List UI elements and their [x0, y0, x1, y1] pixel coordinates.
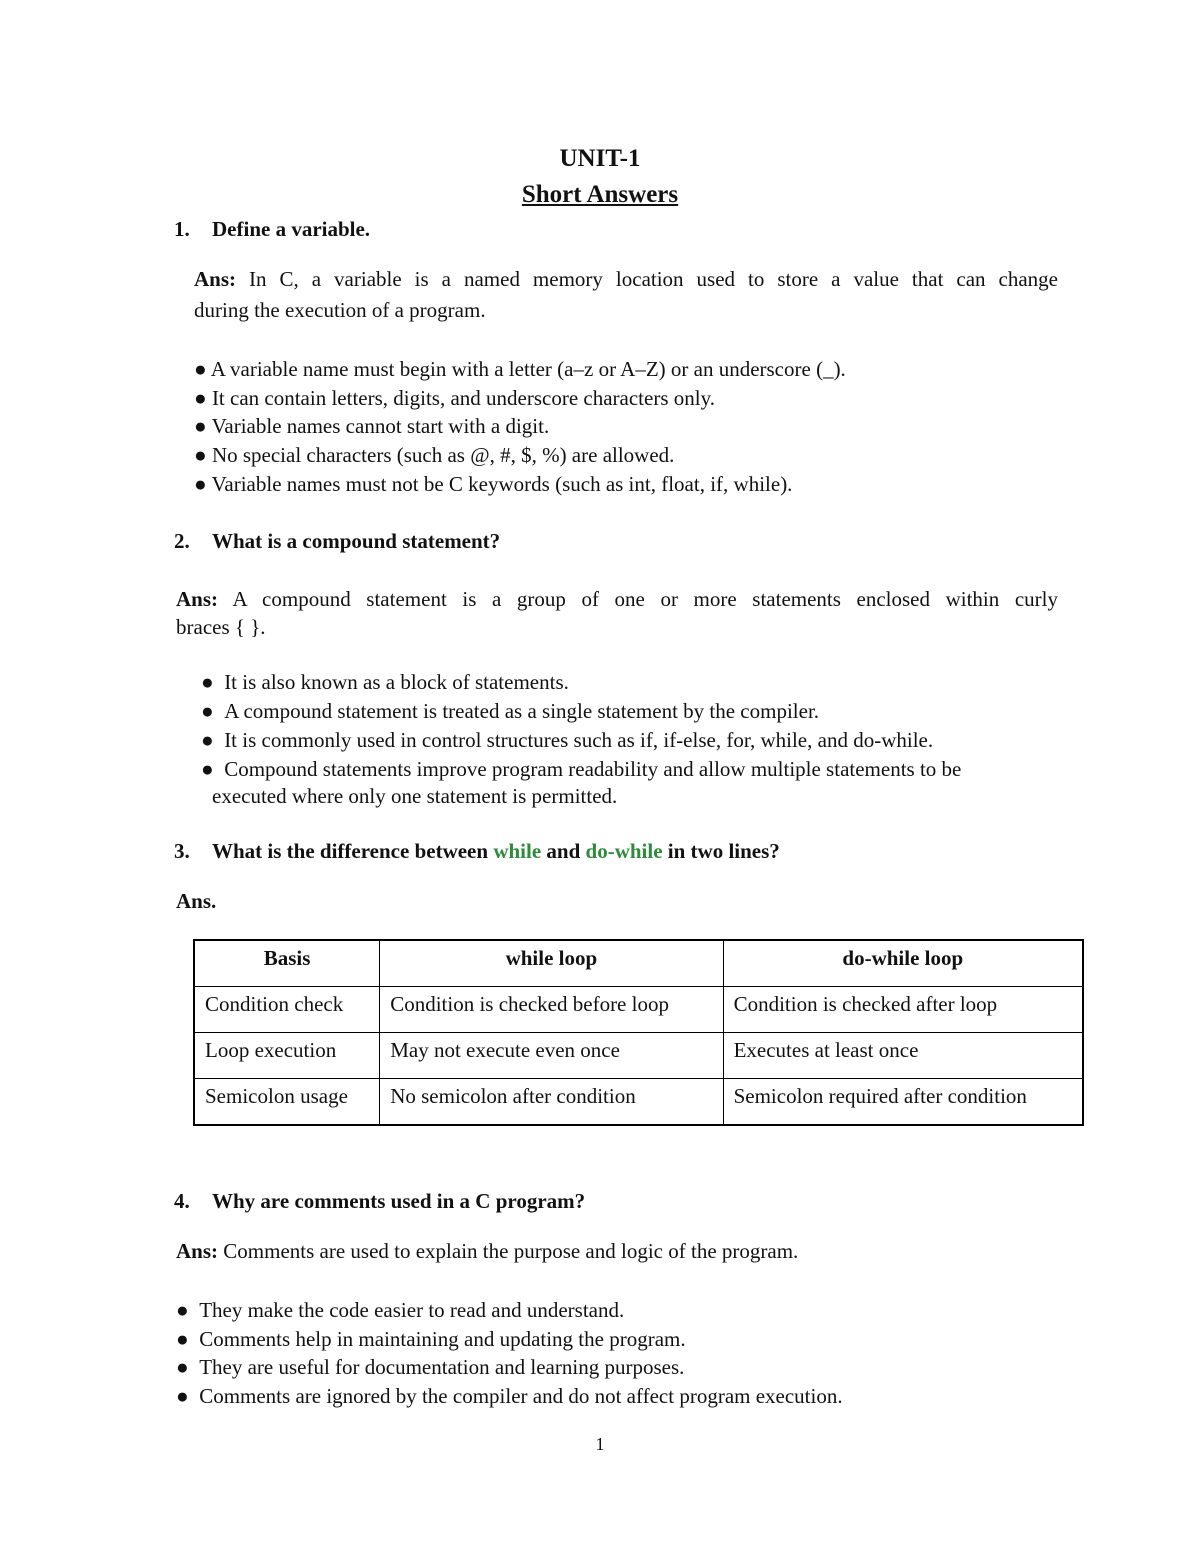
keyword-while: while: [493, 839, 542, 863]
bullet-icon: ●: [201, 670, 214, 694]
answer-1-line-2: during the execution of a program.: [194, 298, 486, 322]
answer-2-line-1: [176, 584, 1058, 615]
answer-text: In C, a variable is a named memory location used to store a value that can change: [249, 267, 1059, 291]
bullet-icon: ●: [176, 1298, 189, 1322]
bullet-icon: ●: [201, 757, 214, 781]
table-cell: No semicolon after condition: [380, 1079, 723, 1126]
bullet-icon: ●: [176, 1327, 189, 1351]
answer-4: [176, 1236, 798, 1267]
table-cell: Executes at least once: [723, 1033, 1083, 1079]
question-number: 1.: [174, 217, 190, 241]
bullet-icon: ●: [194, 386, 207, 410]
table-row: [194, 1079, 1083, 1126]
table-cell: Condition is checked after loop: [723, 987, 1083, 1033]
question-number: 4.: [174, 1189, 190, 1213]
list-item: ● Comments help in maintaining and updating the program.: [176, 1327, 686, 1351]
ans-label: Ans:: [176, 1239, 219, 1263]
table-cell: Semicolon usage: [194, 1079, 380, 1126]
bullet-icon: ●: [194, 472, 207, 496]
section-title: Short Answers: [521, 181, 679, 208]
table-cell: Semicolon required after condition: [723, 1079, 1083, 1126]
list-item: ● No special characters (such as @, #, $, %) are allowed.: [194, 443, 675, 467]
table-header: Basis: [194, 940, 380, 987]
list-item: ● Compound statements improve program readability and allow multiple statements to be: [201, 757, 962, 781]
table-header: while loop: [380, 940, 723, 987]
bullet-icon: ●: [201, 728, 214, 752]
question-text: Define a variable.: [212, 217, 371, 241]
ans-label: Ans:: [194, 267, 237, 291]
bullet-icon: ●: [201, 699, 214, 723]
question-2: [174, 526, 500, 556]
question-4: [174, 1186, 585, 1216]
question-number: 3.: [174, 839, 190, 863]
question-1: [174, 214, 370, 244]
ans-label: Ans.: [176, 889, 217, 913]
table-row: [194, 987, 1083, 1033]
table-header: do-while loop: [723, 940, 1083, 987]
table-row: [194, 1033, 1083, 1079]
answer-1-line-1: [194, 264, 1058, 295]
ans-label: Ans:: [176, 587, 219, 611]
list-item: ● It is commonly used in control structures such as if, if-else, for, while, and do-while.: [201, 728, 934, 752]
keyword-do-while: do-while: [585, 839, 663, 863]
unit-title: UNIT-1: [559, 145, 641, 172]
bullet-icon: ●: [194, 414, 207, 438]
bullet-icon: ●: [176, 1355, 189, 1379]
answer-text: Comments are used to explain the purpose and logic of the program.: [223, 1239, 799, 1263]
comparison-table: [193, 939, 1084, 1126]
bullet-icon: ●: [194, 357, 207, 381]
list-item: ● It can contain letters, digits, and underscore characters only.: [194, 386, 715, 410]
table-cell: Loop execution: [194, 1033, 380, 1079]
bullet-icon: ●: [176, 1384, 189, 1408]
list-item: ● They make the code easier to read and understand.: [176, 1298, 625, 1322]
answer-2-line-2: braces { }.: [176, 615, 266, 639]
list-item: ● They are useful for documentation and learning purposes.: [176, 1355, 685, 1379]
list-item-continuation: executed where only one statement is permitted.: [212, 784, 618, 808]
answer-text: A compound statement is a group of one or more statements enclosed within curly: [232, 587, 1059, 611]
list-item: ● Variable names cannot start with a digit.: [194, 414, 550, 438]
question-text: Why are comments used in a C program?: [212, 1189, 586, 1213]
list-item: ● It is also known as a block of statements.: [201, 670, 569, 694]
question-number: 2.: [174, 529, 190, 553]
table-cell: Condition check: [194, 987, 380, 1033]
table-cell: May not execute even once: [380, 1033, 723, 1079]
page-number: 1: [595, 1434, 605, 1454]
list-item: ● A variable name must begin with a letter (a–z or A–Z) or an underscore (_).: [194, 357, 846, 381]
question-3: 3. What is the difference between while and do-while in two lines?: [174, 836, 780, 866]
table-header-row: [194, 940, 1083, 987]
list-item: ● A compound statement is treated as a single statement by the compiler.: [201, 699, 820, 723]
question-text: What is a compound statement?: [212, 529, 501, 553]
bullet-icon: ●: [194, 443, 207, 467]
list-item: ● Comments are ignored by the compiler and do not affect program execution.: [176, 1384, 843, 1408]
list-item: ● Variable names must not be C keywords (such as int, float, if, while).: [194, 472, 793, 496]
table-cell: Condition is checked before loop: [380, 987, 723, 1033]
